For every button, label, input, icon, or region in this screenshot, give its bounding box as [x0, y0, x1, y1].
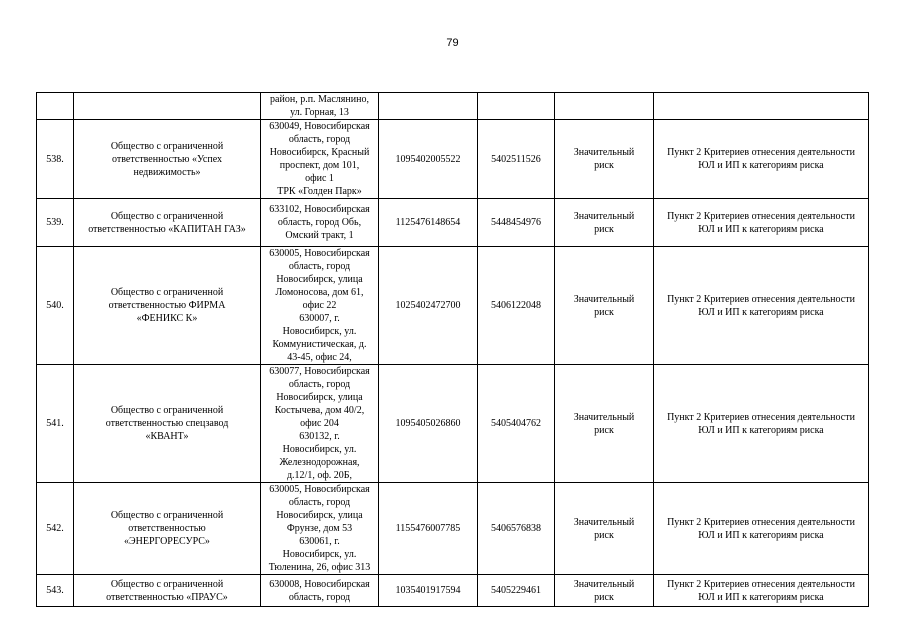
risk-category-line: Значительный — [573, 411, 635, 423]
ogrn-cell: 1155476007785 — [379, 483, 478, 575]
organization-address-line: ТРК «Голден Парк» — [277, 186, 362, 197]
table-row — [37, 120, 869, 199]
risk-category — [555, 247, 654, 365]
organization-address-line: Фрунзе, дом 53 — [286, 523, 353, 534]
risk-category-line: риск — [594, 591, 614, 603]
risk-category — [555, 199, 654, 247]
organization-address-line: д.12/1, оф. 20Б, — [286, 470, 353, 481]
ogrn-cell: 1095405026860 — [379, 365, 478, 483]
organization-address — [261, 483, 379, 575]
risk-basis-line: ЮЛ и ИП к категориям риска — [698, 160, 824, 171]
inn-cell: 5448454976 — [478, 199, 555, 247]
organization-address-line: офис 1 — [305, 173, 334, 184]
organization-name — [74, 199, 261, 247]
organization-name-line: недвижимость» — [133, 166, 201, 178]
ogrn-cell — [379, 93, 478, 120]
organization-address-line: Новосибирск, улица — [276, 510, 363, 521]
risk-basis-line: ЮЛ и ИП к категориям риска — [698, 424, 824, 436]
organization-address-line: 630007, г. — [299, 313, 340, 324]
organization-address-line: Новосибирск, ул. — [282, 326, 357, 337]
risk-category-line: риск — [594, 529, 614, 541]
table-row — [37, 575, 869, 607]
risk-category-line: риск — [594, 306, 614, 318]
organization-address-line: Омский тракт, 1 — [285, 230, 354, 241]
table-row — [37, 365, 869, 483]
organization-address — [261, 575, 379, 607]
risk-basis-line: Пункт 2 Критериев отнесения деятельности — [667, 578, 855, 590]
risk-basis — [654, 247, 869, 365]
organization-name — [74, 247, 261, 365]
risk-category — [555, 483, 654, 575]
risk-category-line: Значительный — [573, 147, 635, 158]
organization-address-line: Тюленина, 26, офис 313 — [268, 562, 371, 573]
row-number: 542. — [37, 483, 74, 575]
inn-cell: 5406576838 — [478, 483, 555, 575]
risk-category-line: риск — [594, 160, 614, 171]
risk-basis — [654, 575, 869, 607]
risk-basis — [654, 120, 869, 199]
risk-basis-line: Пункт 2 Критериев отнесения деятельности — [667, 293, 855, 305]
risk-category — [555, 120, 654, 199]
organization-address-line: 633102, Новосибирская — [269, 204, 370, 215]
ogrn-cell: 1025402472700 — [379, 247, 478, 365]
risk-basis — [654, 483, 869, 575]
organization-name-line: ответственностью «КАПИТАН ГАЗ» — [88, 223, 246, 235]
organization-address — [261, 93, 379, 120]
organization-name — [74, 575, 261, 607]
risk-basis-line: ЮЛ и ИП к категориям риска — [698, 223, 824, 235]
organization-name-line: «ЭНЕРГОРЕСУРС» — [124, 536, 210, 547]
organization-name — [74, 365, 261, 483]
organization-address-line: офис 22 — [302, 300, 337, 311]
table-row — [37, 483, 869, 575]
risk-basis-line: Пункт 2 Критериев отнесения деятельности — [667, 411, 855, 423]
organization-address-line: офис 204 — [300, 418, 339, 429]
row-number: 543. — [37, 575, 74, 607]
risk-category-line: Значительный — [573, 516, 635, 528]
risk-basis-line: ЮЛ и ИП к категориям риска — [698, 529, 824, 541]
organization-address-line: 630005, Новосибирская — [269, 484, 370, 495]
organization-address-line: Железнодорожная, — [279, 457, 360, 468]
inn-cell — [478, 93, 555, 120]
organization-address-line: Коммунистическая, д. — [272, 339, 367, 350]
organization-address-line: область, город Обь, — [277, 217, 362, 228]
organization-address-line: область, город — [288, 261, 351, 272]
risk-category-line: риск — [594, 424, 614, 436]
risk-category — [555, 93, 654, 120]
organization-name-line: Общество с ограниченной — [110, 140, 224, 152]
organization-address-line: 630132, г. — [299, 431, 340, 442]
organization-address — [261, 365, 379, 483]
ogrn-cell: 1035401917594 — [379, 575, 478, 607]
organization-address-line: 630077, Новосибирская — [269, 366, 370, 377]
organization-name-line: ответственностью ФИРМА — [108, 300, 226, 311]
organization-address-line: Новосибирск, улица — [276, 274, 363, 285]
organization-name-line: Общество с ограниченной — [110, 405, 224, 416]
organization-address-line: 43-45, офис 24, — [287, 352, 352, 363]
organization-name-line: «ФЕНИКС К» — [136, 313, 198, 324]
table-row — [37, 93, 869, 120]
table-row — [37, 247, 869, 365]
table-row — [37, 199, 869, 247]
ogrn-cell: 1095402005522 — [379, 120, 478, 199]
ogrn-cell: 1125476148654 — [379, 199, 478, 247]
organization-name — [74, 93, 261, 120]
row-number: 541. — [37, 365, 74, 483]
registry-table — [36, 92, 869, 607]
row-number: 538. — [37, 120, 74, 199]
organization-address-line: область, город — [288, 379, 351, 390]
organization-address-line: область, город — [288, 134, 351, 145]
organization-name-line: Общество с ограниченной — [110, 287, 224, 298]
organization-address-line: 630061, г. — [299, 536, 340, 547]
organization-name — [74, 120, 261, 199]
organization-address-line: область, город — [288, 497, 351, 508]
inn-cell: 5406122048 — [478, 247, 555, 365]
risk-basis-line: Пункт 2 Критериев отнесения деятельности — [667, 210, 855, 222]
organization-address — [261, 199, 379, 247]
risk-basis-line: Пункт 2 Критериев отнесения деятельности — [667, 516, 855, 528]
organization-name-line: Общество с ограниченной — [110, 578, 224, 590]
organization-address-line: область, город — [288, 591, 351, 603]
organization-address-line: Ломоносова, дом 61, — [275, 287, 364, 298]
organization-name-line: ответственностью спецзавод — [105, 418, 229, 429]
organization-address — [261, 120, 379, 199]
registry-body — [37, 93, 869, 607]
risk-category-line: Значительный — [573, 578, 635, 590]
organization-address-line: Новосибирск, Красный — [269, 147, 370, 158]
risk-category-line: риск — [594, 223, 614, 235]
organization-name-line: ответственностью «ПРАУС» — [106, 591, 228, 603]
organization-address-line: ул. Горная, 13 — [290, 107, 349, 118]
organization-address-line: Новосибирск, ул. — [282, 444, 357, 455]
page-number: 79 — [446, 37, 459, 49]
risk-basis-line: Пункт 2 Критериев отнесения деятельности — [667, 147, 855, 158]
organization-name — [74, 483, 261, 575]
organization-address-line: Костычева, дом 40/2, — [274, 405, 365, 416]
inn-cell: 5405229461 — [478, 575, 555, 607]
risk-category-line: Значительный — [573, 210, 635, 222]
organization-name-line: ответственностью — [128, 523, 206, 534]
row-number — [37, 93, 74, 120]
organization-address-line: район, р.п. Маслянино, — [270, 94, 369, 105]
organization-address-line: 630049, Новосибирская — [269, 121, 370, 132]
risk-basis — [654, 199, 869, 247]
organization-address-line: Новосибирск, ул. — [282, 549, 357, 560]
risk-category-line: Значительный — [573, 293, 635, 305]
inn-cell: 5402511526 — [478, 120, 555, 199]
organization-address — [261, 247, 379, 365]
organization-name-line: Общество с ограниченной — [110, 510, 224, 521]
organization-address-line: 630008, Новосибирская — [269, 578, 370, 590]
risk-category — [555, 365, 654, 483]
organization-name-line: ответственностью «Успех — [111, 153, 222, 165]
organization-name-line: Общество с ограниченной — [110, 210, 224, 222]
risk-basis — [654, 93, 869, 120]
organization-address-line: 630005, Новосибирская — [269, 248, 370, 259]
organization-name-line: «КВАНТ» — [145, 431, 189, 442]
risk-basis-line: ЮЛ и ИП к категориям риска — [698, 591, 824, 603]
organization-address-line: Новосибирск, улица — [276, 392, 363, 403]
inn-cell: 5405404762 — [478, 365, 555, 483]
row-number: 539. — [37, 199, 74, 247]
row-number: 540. — [37, 247, 74, 365]
risk-category — [555, 575, 654, 607]
organization-address-line: проспект, дом 101, — [279, 160, 360, 171]
risk-basis — [654, 365, 869, 483]
risk-basis-line: ЮЛ и ИП к категориям риска — [698, 306, 824, 318]
